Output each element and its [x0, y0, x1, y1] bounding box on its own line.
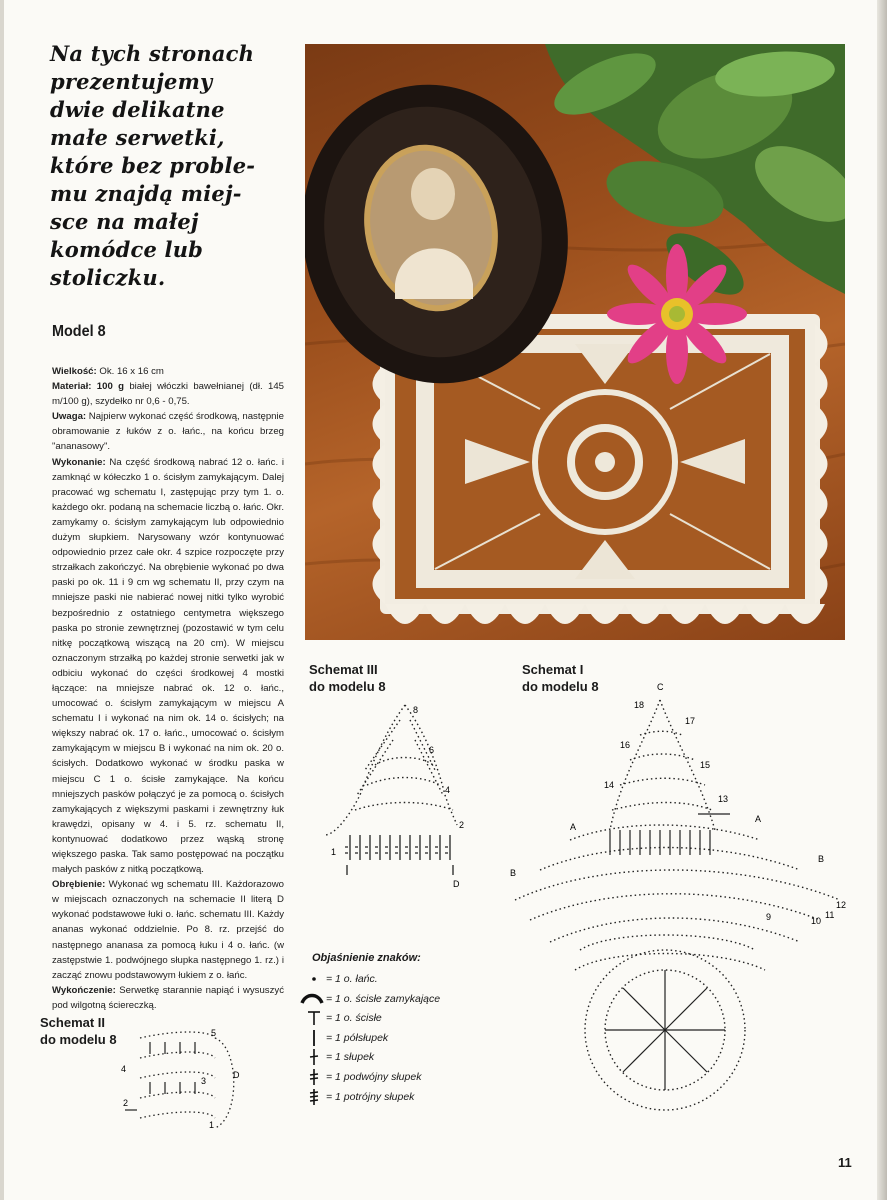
- intro-line: sce na małej: [50, 209, 199, 234]
- schemat-3-caption: [309, 661, 386, 695]
- chain-dot-icon: [296, 970, 328, 988]
- s2-label: 1: [209, 1120, 215, 1130]
- s1-label: 14: [604, 780, 615, 790]
- s3-label: D: [453, 879, 460, 889]
- work-label: Wykonanie:: [52, 456, 106, 468]
- s3-label: 4: [445, 785, 451, 795]
- treble-crochet-icon: [296, 1068, 328, 1086]
- s2-label: 4: [121, 1064, 127, 1074]
- s1-label: C: [657, 682, 664, 692]
- legend-item: [296, 1029, 496, 1049]
- intro-line: stoliczku.: [50, 265, 166, 290]
- intro-line: Na tych stronach: [50, 41, 255, 66]
- finish-label: Wykończenie:: [52, 984, 116, 996]
- intro-line: komódce lub: [50, 237, 204, 262]
- s1-label: 12: [836, 900, 847, 910]
- intro-headline: [50, 40, 290, 292]
- material-amount: 100 g: [91, 381, 124, 393]
- intro-line: małe serwetki,: [50, 125, 225, 150]
- half-double-crochet-icon: [296, 1029, 328, 1047]
- s1-label: 15: [700, 760, 711, 770]
- legend-item: [296, 1048, 496, 1068]
- intro-line: mu znajdą miej-: [50, 181, 242, 206]
- doily-photo-illustration: [305, 44, 845, 640]
- edge-paragraph: [52, 877, 284, 983]
- legend-item: [296, 1009, 496, 1029]
- legend-item: [296, 1088, 496, 1108]
- s1-label: 16: [620, 740, 631, 750]
- legend-item: [296, 990, 496, 1010]
- s1-label: 13: [718, 794, 729, 804]
- schemat-2-caption: [40, 1014, 117, 1048]
- intro-line: dwie delikatne: [50, 97, 225, 122]
- schemat-3-diagram: [305, 695, 475, 895]
- s1-label: A: [570, 822, 577, 832]
- leaves-group: [545, 44, 845, 306]
- schemat-1-diagram: [500, 680, 860, 1120]
- slip-stitch-arc-icon: [296, 990, 328, 1008]
- s1-label: B: [818, 854, 825, 864]
- s1-label: B: [510, 868, 517, 878]
- intro-line: które bez proble-: [50, 153, 256, 178]
- note-label: Uwaga:: [52, 411, 87, 423]
- schemat-2-diagram: [115, 1028, 255, 1138]
- caption-line: do modelu 8: [309, 679, 386, 694]
- legend-label: = 1 o. ścisłe zamykające: [326, 992, 441, 1005]
- material-text: białej włóczki bawełnianej (dł. 145 m/100 g), szydełko nr 0,6 - 0,75.: [52, 381, 284, 408]
- legend-item: [296, 970, 496, 990]
- s1-label: 11: [825, 910, 835, 920]
- page-binding-edge: [0, 0, 4, 1200]
- intro-line: prezentujemy: [50, 69, 213, 94]
- s1-label: A: [755, 814, 762, 824]
- work-text: Na część środkową nabrać 12 o. łańc. i zamknąć w kółeczko 1 o. ścisłym zamykającym. Dalej pracować wg schematu I, zastępując przy tym 1. o. każdego okr. podaną na schemacie liczbą o. łańc. Okr. zamykamy o. ścisłym zamykającym lub odpowiednio dużym słupkiem. Narysowany wzór kontynuować odpowiednio przez całe okr. 4 szpice rozpoczęte przy strzałkach zakończyć. Na obrębienie wykonać po dwa paski po ok. 11 i 9 cm wg schematu II, przy czym na mniejsze paski nie nabierać nowej nitki tylko wyrobić bezpośrednio z ostatniego centymetra większego paska po stronie zewnętrznej (pozostawić w tym celu nitkę początkową wiszącą na 20 cm). W miejscu oznaczonym strzałką po każdej stronie serwetki jak w odbiciu wykonać do części środkowej 4 mostki łączące: na mniejsze nabrać ok. 12 o. łańc., umocować o. ścisłym zamykającym w miejscu A schematu I i wykonać na nim ok. 14 o. ścisłych; na większy nabrać ok. 17 o. łańc., umocować o. ścisłym zamykającym w miejscu B i wykonać na nim ok. 20 o. ścisłych. Dodatkowo wykonać w środku paska w miejscu C 1 o. ścisłe zamykające. Na końcu mniejszych pasków połączyć je za pomocą o. ścisłych zamykających z większymi paskami i zewnętrzny łuk krawędzi, opisany w 4. i 5. rz. schematu II, kontynuować dodatkowo przez wąską stronę większego paska. Tak samo postępować na początku małych pasków z nitką początkową.: [52, 456, 284, 876]
- s1-label: 17: [685, 716, 696, 726]
- legend-item: [296, 1068, 496, 1088]
- work-paragraph: [52, 455, 284, 878]
- legend-label: = 1 podwójny słupek: [326, 1070, 422, 1083]
- model-title: Model 8: [52, 323, 106, 340]
- edge-label: Obrębienie:: [52, 879, 106, 891]
- double-crochet-icon: [296, 1048, 328, 1066]
- size-label: Wielkość:: [52, 366, 97, 377]
- size-text: Ok. 16 x 16 cm: [96, 366, 164, 377]
- s3-label: 8: [413, 705, 419, 715]
- doily-photo: [305, 44, 845, 640]
- legend: [296, 970, 496, 1107]
- s1-label: 18: [634, 700, 645, 710]
- material-label: Materiał:: [52, 381, 92, 393]
- finish-text: Serwetkę starannie napiąć i wysuszyć pod wilgotną ściereczką.: [52, 984, 284, 1011]
- caption-line: Schemat III: [309, 662, 378, 677]
- s2-label: 3: [201, 1076, 207, 1086]
- legend-title: Objaśnienie znaków:: [312, 952, 421, 964]
- caption-line: Schemat I: [522, 662, 584, 677]
- note-text: Najpierw wykonać część środkową, następnie obramowanie z łuków z o. łańc., na końcu brzeg "ananasowy".: [52, 411, 284, 453]
- legend-label: = 1 słupek: [326, 1051, 375, 1064]
- s2-label: 2: [123, 1098, 129, 1108]
- s1-label: 9: [766, 912, 772, 922]
- s3-label: 2: [459, 820, 465, 830]
- legend-label: = 1 o. ścisłe: [326, 1012, 382, 1025]
- caption-line: Schemat II: [40, 1015, 106, 1030]
- s3-label: 1: [331, 847, 337, 857]
- caption-line: do modelu 8: [40, 1032, 117, 1047]
- page-number: 11: [838, 1155, 852, 1170]
- double-treble-crochet-icon: [296, 1088, 328, 1106]
- legend-label: = 1 półsłupek: [326, 1031, 389, 1044]
- finish-paragraph: [52, 983, 284, 1013]
- material-paragraph: [52, 379, 284, 409]
- legend-label: = 1 potrójny słupek: [326, 1090, 415, 1103]
- instructions-body: [52, 364, 284, 1013]
- page-edge-shadow: [877, 0, 887, 1200]
- legend-label: = 1 o. łańc.: [326, 973, 378, 985]
- s2-label: D: [233, 1070, 240, 1080]
- caption-line: do modelu 8: [522, 679, 599, 694]
- s2-label: 5: [211, 1028, 217, 1038]
- note-paragraph: [52, 409, 284, 454]
- s3-label: 6: [429, 745, 435, 755]
- edge-text: Wykonać wg schematu III. Każdorazowo w miejscach oznaczonych na schemacie II literą D wykonać podstawowe łuki o. łańc. schematu III. Każdy ananas wykonać oddzielnie. Po 8. rz. przejść do następnego ananasa za pomocą łuku i 4 o. łańc. (w zastępstwie 1. podwójnego słupka następnego 1. rz.) i zacząć znowu podstawowym łukiem z o. łańc.: [52, 879, 284, 981]
- s1-label: 10: [811, 916, 822, 926]
- single-crochet-icon: [296, 1009, 328, 1027]
- size-paragraph: [52, 364, 284, 379]
